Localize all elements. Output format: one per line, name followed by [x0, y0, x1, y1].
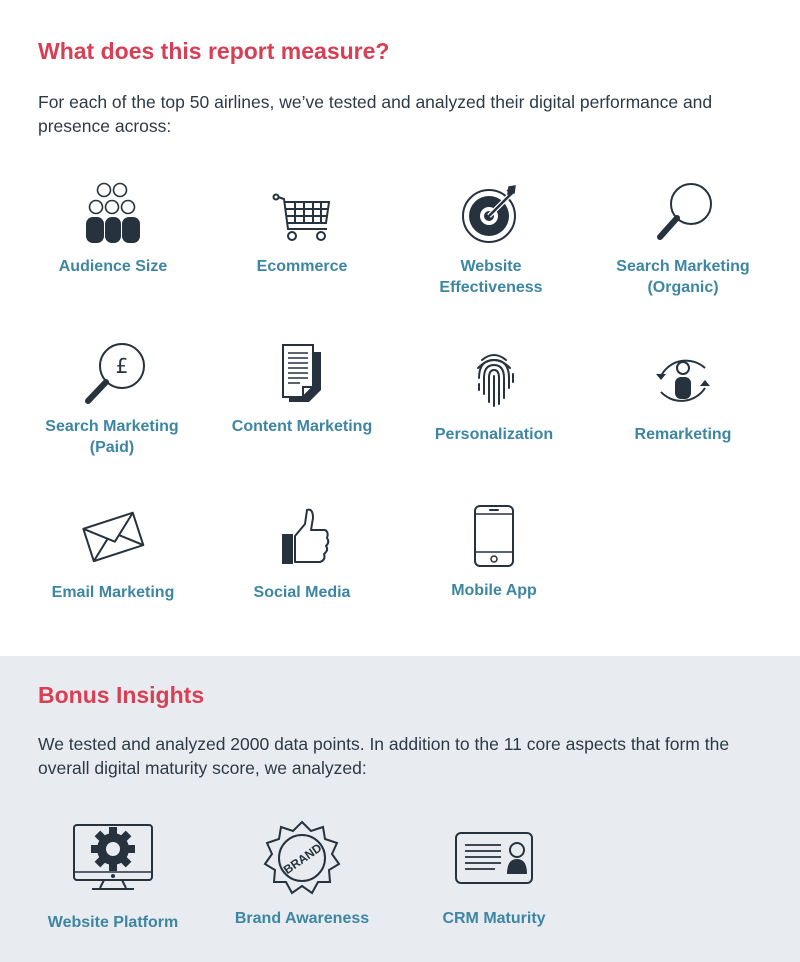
label-search-paid-2: (Paid) — [89, 439, 135, 456]
label-search-organic-2: (Organic) — [647, 279, 719, 296]
target-icon — [456, 182, 526, 246]
bonus-heading: Bonus Insights — [38, 682, 205, 708]
item-crm-maturity — [404, 828, 584, 929]
monitor-gear-icon — [70, 822, 156, 894]
item-search-organic — [593, 182, 773, 298]
label-social-media: Social Media — [253, 584, 351, 601]
bonus-intro: We tested and analyzed 2000 data points. In addition to the 11 core aspects that form the overall digital maturity score, we analyzed: — [38, 734, 730, 778]
magnifier-pound-icon — [77, 342, 147, 408]
label-search-organic-1: Search Marketing — [616, 258, 750, 275]
item-personalization — [404, 348, 584, 445]
item-website-platform — [23, 822, 203, 933]
measure-heading: What does this report measure? — [38, 38, 390, 64]
bonus-section — [0, 656, 800, 962]
label-brand-awareness: Brand Awareness — [234, 910, 370, 927]
item-remarketing — [593, 348, 773, 445]
audience-icon — [78, 182, 148, 246]
document-icon — [267, 342, 337, 408]
remarketing-icon — [648, 348, 718, 412]
mobile-phone-icon — [459, 504, 529, 568]
measure-intro: For each of the top 50 airlines, we’ve tested and analyzed their digital performance and presence across: — [38, 92, 713, 136]
id-card-icon — [451, 828, 537, 888]
label-website-platform: Website Platform — [47, 914, 179, 931]
shopping-cart-icon — [267, 182, 337, 246]
item-brand-awareness — [212, 818, 392, 929]
item-audience-size — [23, 182, 203, 277]
label-personalization: Personalization — [434, 426, 554, 443]
envelope-icon — [78, 506, 148, 570]
fingerprint-icon — [459, 348, 529, 412]
brand-seal-text: BRAND — [280, 840, 325, 877]
label-email-marketing: Email Marketing — [51, 584, 175, 601]
item-social-media — [212, 506, 392, 603]
label-ecommerce: Ecommerce — [256, 258, 348, 275]
label-content-marketing: Content Marketing — [231, 418, 373, 435]
svg-text:£: £ — [115, 354, 129, 378]
label-website-effectiveness-1: Website — [460, 258, 522, 275]
thumbs-up-icon — [267, 506, 337, 570]
item-email-marketing — [23, 506, 203, 603]
label-mobile-app: Mobile App — [451, 582, 537, 599]
label-remarketing: Remarketing — [634, 426, 732, 443]
item-mobile-app — [404, 504, 584, 601]
item-website-effectiveness — [401, 182, 581, 298]
label-search-paid-1: Search Marketing — [45, 418, 179, 435]
item-ecommerce — [212, 182, 392, 277]
magnifier-icon — [648, 182, 718, 246]
label-crm-maturity: CRM Maturity — [442, 910, 546, 927]
item-search-paid — [22, 342, 202, 458]
label-audience-size: Audience Size — [58, 258, 168, 275]
brand-seal-icon — [259, 818, 345, 902]
label-website-effectiveness-2: Effectiveness — [439, 279, 543, 296]
item-content-marketing — [212, 342, 392, 437]
